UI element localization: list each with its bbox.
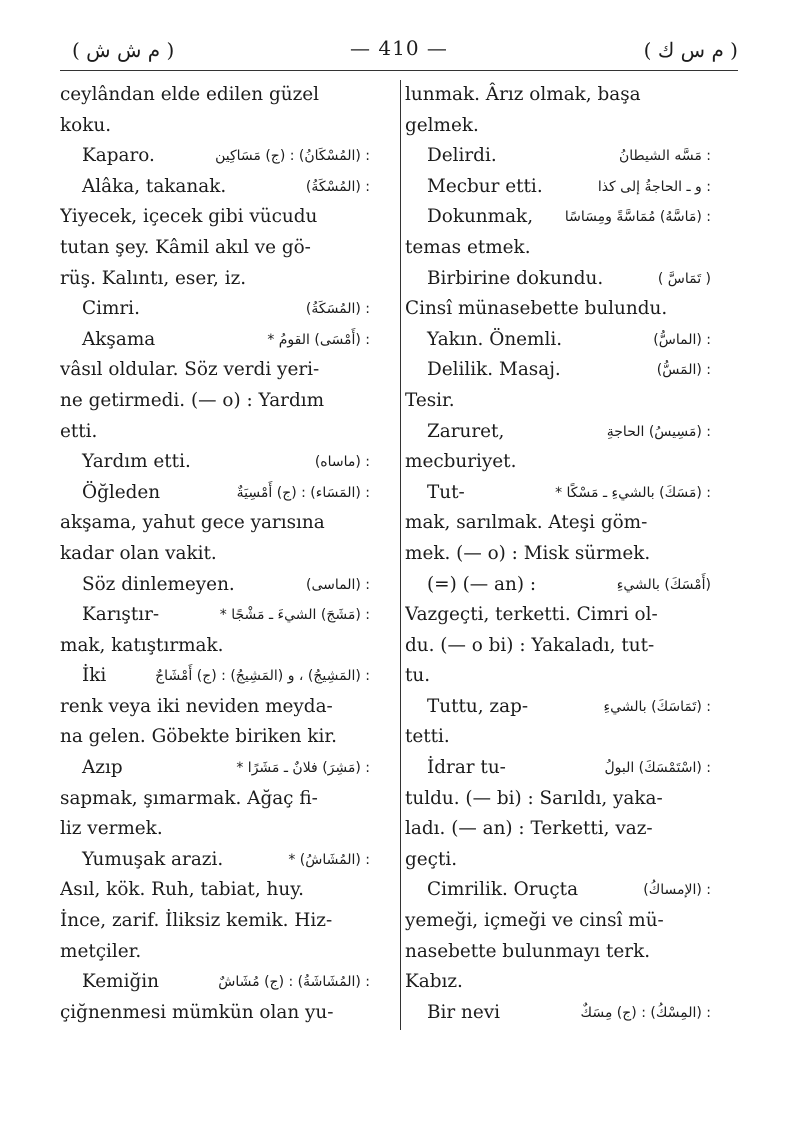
line-text: ne getirmedi. (— o) : Yardım (60, 389, 325, 411)
arabic-headword: : (الإمساكُ) (643, 882, 711, 899)
arabic-headword: : (المَشِيجُ) ، و (المَشِيجُ) : (ج) أَمْشَاجٌ (155, 668, 370, 685)
dictionary-line (405, 753, 711, 784)
arabic-headword: : (المَسُّ) (656, 362, 711, 379)
dictionary-line (60, 325, 370, 356)
dictionary-line (405, 478, 711, 509)
page-number: — 410 — (350, 36, 448, 60)
line-text: Asıl, kök. Ruh, tabiat, huy. (60, 879, 304, 901)
line-text: etti. (60, 420, 98, 442)
dictionary-line (405, 906, 711, 937)
arabic-headword: : (اسْتَمْسَكَ) البولُ (604, 760, 711, 777)
header-rule (60, 70, 738, 71)
line-text: Kaparo. (82, 145, 155, 167)
dictionary-line (405, 141, 711, 172)
line-text: temas etmek. (405, 236, 531, 258)
right-column (405, 80, 711, 1028)
line-text: tu. (405, 665, 431, 687)
dictionary-line (60, 202, 370, 233)
dictionary-line (405, 692, 711, 723)
line-text: çiğnenmesi mümkün olan yu- (60, 1001, 334, 1023)
line-text: Zaruret, (427, 420, 505, 442)
line-text: Kemiğin (82, 971, 159, 993)
left-column (60, 80, 370, 1028)
line-text: İki (82, 665, 107, 687)
line-text: gelmek. (405, 114, 479, 136)
arabic-headword: : (مَسَكَ) بالشيءِ ـ مَسْكًا * (555, 484, 711, 501)
dictionary-line (405, 172, 711, 203)
dictionary-line (405, 111, 711, 142)
dictionary-line (405, 325, 711, 356)
line-text: koku. (60, 114, 112, 136)
dictionary-line (60, 967, 370, 998)
dictionary-line (405, 202, 711, 233)
dictionary-line (60, 355, 370, 386)
arabic-headword: : (تَمَاسَكَ) بالشيءِ (603, 698, 711, 715)
dictionary-line (405, 264, 711, 295)
dictionary-line (405, 508, 711, 539)
line-text: Tuttu, zap- (427, 695, 529, 717)
arabic-headword: : (المُسْكَانُ) : (ج) مَسَاكِين (215, 148, 370, 165)
dictionary-line (405, 631, 711, 662)
line-text: lunmak. Ârız olmak, başa (405, 84, 641, 105)
line-text: metçiler. (60, 940, 142, 962)
arabic-headword: : (الماسى) (305, 576, 370, 593)
dictionary-line (60, 478, 370, 509)
dictionary-line (60, 80, 370, 111)
dictionary-line (60, 661, 370, 692)
line-text: Karıştır- (82, 604, 160, 626)
dictionary-line (60, 294, 370, 325)
arabic-headword: : (مَشِرَ) فلانٌ ـ مَشَرًا * (236, 760, 370, 777)
dictionary-line (60, 417, 370, 448)
dictionary-line (405, 600, 711, 631)
arabic-headword: : (المُسْكَةُ) (305, 178, 370, 195)
dictionary-line (405, 875, 711, 906)
dictionary-line (405, 539, 711, 570)
arabic-headword: : (مَسِيسُ) الحاجةِ (606, 423, 711, 440)
line-text: mak, katıştırmak. (60, 634, 224, 656)
column-divider (400, 80, 401, 1030)
arabic-headword: : (مَاسَّهُ) مُمَاسَّةً ومِسَاسًا (564, 209, 711, 226)
line-text: (=) (— an) : (427, 573, 537, 595)
header-right-keyword: ( م س ك ) (643, 38, 738, 62)
dictionary-line (405, 386, 711, 417)
arabic-headword: : (المُسَكَةُ) (305, 301, 370, 318)
line-text: Azıp (82, 757, 123, 779)
arabic-headword: : (المُشَاشُ) * (288, 851, 370, 868)
dictionary-line (405, 570, 711, 601)
line-text: Öğleden (82, 481, 161, 503)
line-text: vâsıl oldular. Söz verdi yeri- (60, 359, 320, 381)
line-text: ladı. (— an) : Terketti, vaz- (405, 818, 653, 840)
dictionary-line (405, 998, 711, 1029)
dictionary-line (405, 784, 711, 815)
line-text: Mecbur etti. (427, 175, 543, 197)
header-left-keyword: ( م ش ش ) (72, 38, 175, 62)
dictionary-line (60, 508, 370, 539)
dictionary-line (60, 539, 370, 570)
dictionary-line (60, 875, 370, 906)
dictionary-line (60, 386, 370, 417)
dictionary-line (60, 172, 370, 203)
dictionary-line (60, 753, 370, 784)
line-text: Yakın. Önemli. (427, 328, 563, 350)
line-text: Cimri. (82, 298, 140, 320)
dictionary-line (60, 447, 370, 478)
dictionary-line (405, 937, 711, 968)
line-text: Cimrilik. Oruçta (427, 879, 579, 901)
line-text: Yardım etti. (82, 451, 191, 473)
dictionary-line (60, 264, 370, 295)
line-text: Yumuşak arazi. (82, 848, 224, 870)
line-text: na gelen. Göbekte biriken kir. (60, 726, 337, 748)
dictionary-line (60, 600, 370, 631)
dictionary-line (405, 355, 711, 386)
line-text: tuldu. (— bi) : Sarıldı, yaka- (405, 787, 663, 809)
dictionary-line (60, 845, 370, 876)
dictionary-line (405, 233, 711, 264)
line-text: Tesir. (405, 389, 455, 411)
line-text: Tut- (427, 481, 465, 503)
arabic-headword: ( تَمَاسَّ ) (657, 270, 711, 287)
line-text: Söz dinlemeyen. (82, 573, 235, 595)
line-text: sapmak, şımarmak. Ağaç fi- (60, 787, 318, 809)
line-text: renk veya iki neviden meyda- (60, 695, 333, 717)
line-text: Akşama (82, 328, 156, 350)
dictionary-line (60, 631, 370, 662)
line-text: ceylândan elde edilen güzel (60, 84, 320, 105)
line-text: Cinsî münasebette bulundu. (405, 298, 668, 320)
dictionary-line (405, 447, 711, 478)
dictionary-line (60, 570, 370, 601)
line-text: Alâka, takanak. (82, 175, 227, 197)
line-text: yemeği, içmeği ve cinsî mü- (405, 910, 664, 932)
line-text: tetti. (405, 726, 450, 748)
dictionary-line (405, 294, 711, 325)
dictionary-line (405, 967, 711, 998)
dictionary-line (60, 784, 370, 815)
line-text: tutan şey. Kâmil akıl ve gö- (60, 236, 311, 258)
dictionary-line (60, 692, 370, 723)
line-text: kadar olan vakit. (60, 542, 217, 564)
line-text: Dokunmak, (427, 206, 534, 228)
line-text: mek. (— o) : Misk sürmek. (405, 542, 651, 564)
arabic-headword: : (المِسْكُ) : (ج) مِسَكٌ (580, 1004, 711, 1021)
line-text: İdrar tu- (427, 757, 506, 779)
dictionary-line (405, 814, 711, 845)
dictionary-line (60, 906, 370, 937)
line-text: Birbirine dokundu. (427, 267, 604, 289)
arabic-headword: : (المُشَاشَةُ) : (ج) مُشَاشٌ (218, 974, 370, 991)
dictionary-line (60, 937, 370, 968)
dictionary-line (60, 141, 370, 172)
line-text: akşama, yahut gece yarısına (60, 512, 325, 534)
dictionary-line (60, 111, 370, 142)
dictionary-line (405, 661, 711, 692)
line-text: nasebette bulunmayı terk. (405, 940, 651, 962)
line-text: du. (— o bi) : Yakaladı, tut- (405, 634, 655, 656)
dictionary-line (60, 998, 370, 1029)
line-text: Delirdi. (427, 145, 497, 167)
arabic-headword: : (الماسُّ) (653, 331, 711, 348)
line-text: geçti. (405, 848, 458, 870)
line-text: liz vermek. (60, 818, 163, 840)
dictionary-line (60, 233, 370, 264)
line-text: Kabız. (405, 971, 463, 993)
dictionary-line (405, 80, 711, 111)
arabic-headword: : (ماساه) (314, 454, 370, 471)
page-header (60, 32, 738, 68)
dictionary-line (405, 845, 711, 876)
arabic-headword: : و ـ الحاجةُ إلى كذا (597, 178, 711, 195)
arabic-headword: : (المَسَاء) : (ج) أَمْسِيَةٌ (236, 484, 370, 501)
dictionary-line (405, 722, 711, 753)
line-text: İnce, zarif. İliksiz kemik. Hiz- (60, 910, 333, 932)
line-text: mecburiyet. (405, 451, 517, 473)
line-text: Vazgeçti, terketti. Cimri ol- (405, 604, 658, 626)
line-text: Delilik. Masaj. (427, 359, 561, 381)
line-text: Yiyecek, içecek gibi vücudu (60, 206, 318, 228)
line-text: rüş. Kalıntı, eser, iz. (60, 267, 247, 289)
arabic-headword: (أَمْسَكَ) بالشيءِ (616, 576, 711, 593)
arabic-headword: : (مَشَجَ) الشيءَ ـ مَشْجًا * (219, 607, 370, 624)
dictionary-line (60, 814, 370, 845)
arabic-headword: : مَسَّه الشيطانُ (618, 148, 711, 165)
line-text: mak, sarılmak. Ateşi göm- (405, 512, 648, 534)
dictionary-line (405, 417, 711, 448)
line-text: Bir nevi (427, 1001, 501, 1023)
arabic-headword: : (أَمْسَى) القومُ * (267, 331, 370, 348)
dictionary-line (60, 722, 370, 753)
